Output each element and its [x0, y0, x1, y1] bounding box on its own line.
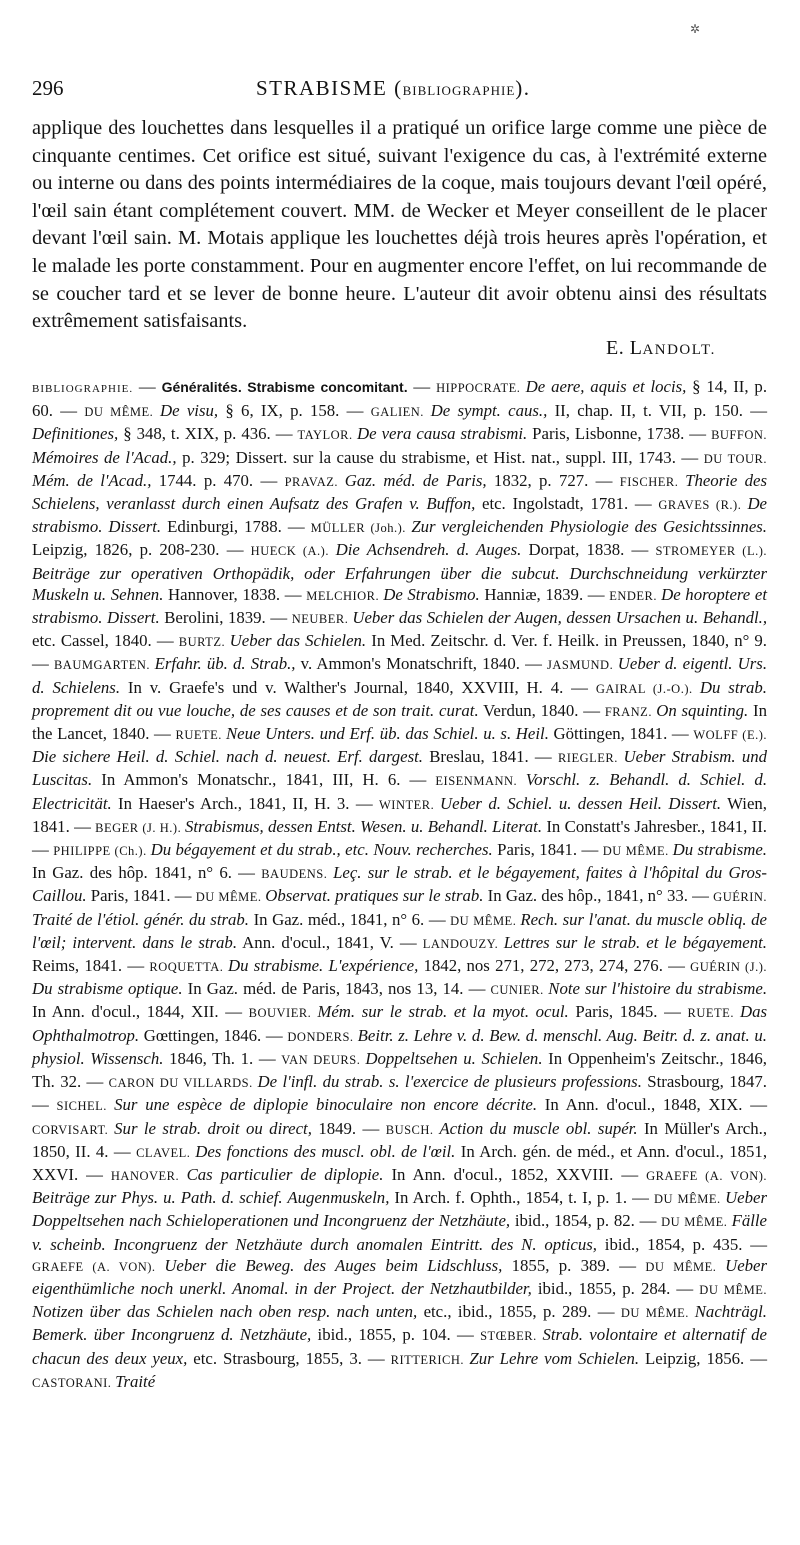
entry-separator: — — [281, 517, 311, 537]
entry-title: Leç. sur le strab. et le bégayement, faites à l'hôpital du Gros-Caillou. — [32, 863, 768, 906]
entry-title: De horoptere et strabismo. Dissert. — [32, 584, 768, 628]
bibliography-entry — [171, 886, 688, 905]
entry-author: BEGER (J. H.). — [95, 820, 185, 835]
running-head-small: BIBLIOGRAPHIE — [402, 83, 516, 98]
entry-separator: — — [463, 979, 491, 999]
entry-title: Ueber eigenthümliche noch unerkl. Anomal. in der Project. der Netzhautbilder, — [32, 1255, 768, 1298]
entry-separator: — — [634, 1211, 662, 1231]
entry-title: Des fonctions des muscl. obl. de l'œil. — [195, 1141, 456, 1161]
entry-details: Göttingen, 1841. — [548, 724, 668, 744]
entry-title: Traité — [115, 1371, 156, 1391]
entry-author: GUÉRIN (J.). — [690, 960, 768, 975]
entry-author: WOLFF (E.). — [693, 728, 768, 743]
bibliography-entry — [70, 817, 767, 836]
entry-title: Cas particulier de diplopie. — [186, 1164, 384, 1184]
entry-title: Ueber d. eigentl. Urs. d. Schielens. — [32, 654, 768, 697]
entry-title: Definitiones, — [32, 424, 119, 444]
entry-details: In Constatt's Jahresber., 1841, II. — [542, 816, 767, 836]
entry-title: Note sur l'histoire du strabisme. — [548, 979, 768, 999]
entry-details: v. Ammon's Monatschrift, 1840. — [295, 654, 520, 674]
entry-details: Leipzig, 1826, p. 208-230. — [32, 540, 220, 560]
entry-separator: — — [591, 1302, 621, 1322]
entry-author: MÜLLER (Joh.). — [310, 521, 412, 536]
entry-title: Du bégayement et du strab., etc. Nouv. recherches. — [150, 840, 493, 860]
entry-author: GRAEFE (A. VON). — [32, 1259, 165, 1274]
entry-title: De sympt. caus., — [430, 401, 548, 421]
entry-details: In Med. Zeitschr. d. Ver. f. Heilk. in Preussen, 1840, n° 9. — [366, 631, 767, 651]
entry-author: VAN DEURS. — [281, 1052, 366, 1067]
entry-details: Leipzig, 1856. — [639, 1348, 745, 1368]
bibliography-subheading: Généralités. Strabisme concomitant. — [161, 379, 408, 395]
entry-title: De vera causa strabismi. — [357, 424, 528, 444]
entry-details: Edinburgi, 1788. — [161, 517, 282, 537]
entry-author: GUÉRIN. — [713, 890, 768, 905]
entry-author: DONDERS. — [287, 1029, 358, 1044]
entry-separator: — — [81, 1072, 109, 1092]
entry-author: CUNIER. — [490, 983, 549, 998]
entry-details: 1846, Th. 1. — [163, 1048, 254, 1068]
entry-author: PHILIPPE (Ch.). — [53, 844, 151, 859]
entry-title: Ueber Doppeltsehen nach Schieloperationen und Incongruenz der Netzhäute, — [32, 1188, 767, 1231]
entry-separator: — — [400, 770, 436, 790]
entry-details: In Gaz. méd., 1841, n° 6. — [249, 909, 425, 929]
entry-title: Du strabisme optique. — [32, 979, 183, 999]
entry-title: Sur le strab. droit ou direct, — [114, 1118, 312, 1138]
entry-title: Beiträge zur operativen Orthopädik, oder Erfahrungen über die subcut. Durchschneidung verkürzter Muskeln u. Sehnen. — [32, 563, 767, 604]
entry-author: ROQUETTA. — [149, 960, 229, 975]
intro-paragraph: applique des louchettes dans lesquelles il a pratiqué un orifice large comme une pièce de cinquante centimes. Cet orifice est situé, suivant l'exigence du cas, à l'extrémité externe ou interne ou dans des points intermédiaires de la coque, mais toujours devant l'œil opéré, l'œil sain étant complétement couvert. MM. de Wecker et Meyer conseillent de le placer devant l'œil sain. M. Motais applique les louchettes déjà trois heures après l'opération, et le malade les porte constamment. Pour en augmenter encore l'effet, on lui recommande de se coucher tard et se lever de bonne heure. L'auteur dit avoir obtenu ainsi des résultats extrêmement satisfaisants. — [32, 117, 767, 333]
entry-details: Ann. d'ocul., 1841, V. — [237, 932, 394, 952]
entry-separator: — — [78, 1164, 111, 1184]
bibliography-entry — [32, 654, 520, 673]
entry-separator: — — [684, 424, 712, 444]
entry-details: etc., ibid., 1855, p. 289. — [417, 1302, 592, 1322]
entry-details: Gœttingen, 1846. — [139, 1025, 262, 1045]
signature-rest: ANDOLT. — [642, 342, 716, 358]
entry-title: Das Ophthalmotrop. — [32, 1002, 768, 1045]
entry-author: SICHEL. — [56, 1099, 115, 1114]
entry-author: STROMEYER (L.). — [655, 544, 768, 559]
bibliography-entry — [53, 401, 339, 420]
entry-title: Fälle v. scheinb. Incongruenz der Netzhäute durch anomalen Eintritt. des N. opticus, — [32, 1211, 768, 1254]
entry-author: MELCHIOR. — [306, 588, 384, 603]
entry-separator: — — [32, 840, 54, 860]
running-head — [256, 76, 531, 101]
entry-author: DU MÊME. — [645, 1259, 726, 1274]
entry-title: Traité de l'étiol. génér. du strab. — [32, 909, 250, 929]
entry-separator: — — [407, 377, 437, 396]
page-header — [32, 76, 767, 106]
entry-details: § 6, IX, p. 158. — [218, 401, 340, 421]
bibliography-entry — [219, 1002, 658, 1021]
bibliography-heading: BIBLIOGRAPHIE. — [32, 383, 134, 395]
entry-author: DU MÊME. — [699, 1282, 767, 1297]
entry-details: Breslau, 1841. — [422, 747, 529, 767]
entry-separator: — — [583, 584, 610, 604]
entry-author: NEUBER. — [291, 612, 353, 627]
entry-author: CARON DU VILLARDS. — [108, 1076, 258, 1091]
entry-details: In the Lancet, 1840. — [32, 700, 767, 744]
entry-separator: — — [657, 1002, 688, 1022]
entry-details: etc. Ingolstadt, 1781. — [475, 494, 629, 514]
entry-details: Verdun, 1840. — [478, 700, 579, 720]
entry-details: 1855, p. 389. — [502, 1255, 610, 1275]
entry-author: JASMUND. — [547, 658, 618, 673]
bibliography-entry — [339, 401, 743, 420]
entry-separator: — — [218, 1002, 249, 1022]
entry-details: In Gaz. des hôp., 1841, n° 33. — [483, 886, 688, 906]
entry-author: CORVISART. — [32, 1122, 115, 1137]
bibliography-entry — [78, 1165, 613, 1184]
entry-title: On squinting. — [656, 700, 749, 720]
entry-separator: — — [563, 677, 596, 697]
entry-author: RUETE. — [175, 728, 226, 743]
entry-title: Ueber Strabism. und Luscitas. — [32, 747, 768, 790]
entry-details: ibid., 1855, p. 284. — [531, 1278, 671, 1298]
entry-title: Observat. pratiques sur le strab. — [265, 886, 484, 906]
entry-separator: — — [675, 447, 704, 467]
entry-author: BUFFON. — [711, 428, 768, 443]
entry-separator: — — [219, 540, 251, 560]
entry-title: Die sichere Heil. d. Schiel. nach d. neuest. Erf. dargest. — [32, 747, 423, 767]
entry-title: Zur Lehre vom Schielen. — [469, 1348, 640, 1368]
entry-title: Strab. volontaire et alternatif de chacun des deux yeux, — [32, 1325, 767, 1368]
entry-details: Paris, Lisbonne, 1738. — [527, 424, 685, 444]
entry-author: HUECK (A.). — [250, 544, 336, 559]
entry-title: Ueber d. Schiel. u. dessen Heil. Dissert. — [440, 793, 722, 813]
entry-separator: — — [609, 1255, 646, 1275]
entry-author: HIPPOCRATE. — [436, 381, 526, 395]
entry-separator: — — [349, 793, 379, 813]
entry-details: ibid., 1855, p. 104. — [311, 1325, 451, 1345]
entry-details: ibid., 1854, p. 435. — [597, 1234, 743, 1254]
entry-title: Sur une espèce de diplopie binoculaire non encore décrite. — [114, 1095, 538, 1115]
entry-title: Du strabisme. — [672, 840, 767, 860]
entry-title: Du strabisme. L'expérience, — [228, 956, 419, 976]
entry-separator: — — [32, 654, 54, 674]
entry-separator: — — [744, 1348, 767, 1368]
entry-author: TAYLOR. — [297, 428, 358, 443]
bibliography-dash: — — [133, 377, 162, 396]
bibliography-entry — [32, 1095, 742, 1114]
entry-details: ibid., 1854, p. 82. — [510, 1211, 635, 1231]
entry-title: Die Achsendreh. d. Auges. — [335, 540, 522, 560]
entry-author: STŒBER. — [480, 1329, 543, 1344]
entry-title: Beitr. z. Lehre v. d. Bew. d. menschl. Aug. Beitr. d. z. anat. u. physiol. Wissensch. — [32, 1025, 767, 1068]
entry-title: Mém. de l'Acad., — [32, 470, 152, 490]
entry-author: DU MÊME. — [661, 1215, 732, 1230]
entry-author: BUSCH. — [385, 1122, 440, 1137]
entry-author: DU MÊME. — [450, 913, 521, 928]
entry-separator: — — [231, 863, 262, 883]
entry-details: In Arch. gén. de méd., et Ann. d'ocul., 1851, XXVI. — [32, 1141, 768, 1184]
entry-author: GRAEFE (A. VON). — [646, 1168, 768, 1183]
entry-author: CASTORANI. — [32, 1375, 116, 1390]
entry-title: Ueber die Beweg. des Auges beim Lidschluss, — [164, 1255, 503, 1275]
entry-author: RIEGLER. — [557, 751, 624, 766]
entry-separator: — — [627, 1188, 654, 1208]
entry-separator: — — [108, 1141, 137, 1161]
entry-details: In v. Graefe's und v. Walther's Journal, 1840, XXVIII, H. 4. — [120, 677, 564, 697]
entry-title: Notizen über das Schielen nach oben resp. nach unten, — [32, 1302, 418, 1322]
entry-separator: — — [667, 724, 694, 744]
bibliography-entry — [280, 585, 583, 604]
entry-author: ENDER. — [609, 588, 662, 603]
signature-initial: E. L — [606, 337, 643, 359]
entry-separator: — — [450, 1325, 481, 1345]
entry-details: In Gaz. des hôp. 1841, n° 6. — [32, 863, 232, 883]
entry-author: LANDOUZY. — [422, 936, 504, 951]
entry-separator: — — [578, 700, 605, 720]
entry-details: etc. Cassel, 1840. — [32, 631, 152, 651]
entry-author: PRAVAZ. — [284, 474, 345, 489]
entry-separator: — — [280, 584, 307, 604]
entry-separator: — — [122, 956, 150, 976]
entry-details: § 14, II, p. 60. — [32, 377, 768, 421]
bibliography-entry — [152, 631, 767, 650]
entry-title: Du strab. proprement dit ou vue louche, de ses causes et de son trait. curat. — [32, 677, 767, 720]
entry-title: De Strabismo. — [383, 584, 480, 604]
entry-details: II, chap. II, t. VII, p. 150. — [547, 401, 743, 421]
entry-title: Erfahr. üb. d. Strab., — [154, 654, 296, 674]
entry-title: De aere, aquis et locis, — [525, 377, 687, 396]
entry-details: 1744. p. 470. — [151, 470, 254, 490]
entry-title: Zur vergleichenden Physiologie des Gesichtssinnes. — [411, 517, 767, 537]
entry-details: In Oppenheim's Zeitschr., 1846, Th. 32. — [32, 1048, 768, 1092]
entry-details: Berolini, 1839. — [159, 608, 266, 628]
entry-title: Neue Unters. und Erf. üb. das Schiel. u. s. Heil. — [225, 724, 549, 744]
entry-details: Strasbourg, 1847. — [641, 1072, 767, 1092]
entry-separator: — — [32, 1095, 57, 1115]
entry-separator: — — [356, 1118, 386, 1138]
bibliography — [32, 376, 767, 1394]
entry-author: BAUMGARTEN. — [53, 658, 155, 673]
entry-separator: — — [170, 886, 196, 906]
entry-title: Beiträge zur Phys. u. Path. d. schief. Augenmuskeln, — [32, 1188, 390, 1208]
entry-details: Hannover, 1838. — [163, 584, 281, 604]
entry-title: De strabismo. Dissert. — [32, 494, 768, 537]
entry-title: Mémoires de l'Acad., — [32, 447, 177, 467]
entry-separator: — — [742, 1095, 767, 1115]
entry-details: In Gaz. méd. de Paris, 1843, nos 13, 14. — [182, 979, 464, 999]
entry-separator: — — [270, 424, 298, 444]
entry-separator: — — [670, 1278, 700, 1298]
entry-author: HANOVER. — [110, 1168, 187, 1183]
entry-details: Wien, 1841. — [32, 793, 767, 836]
entry-separator: — — [662, 956, 691, 976]
entry-details: Hanniæ, 1839. — [479, 584, 584, 604]
running-head-close: ). — [515, 76, 531, 100]
entry-title: Doppeltsehen u. Schielen. — [365, 1048, 543, 1068]
entry-separator: — — [253, 470, 285, 490]
entry-separator: — — [253, 1048, 282, 1068]
entry-separator: — — [393, 932, 423, 952]
entry-author: RUETE. — [687, 1006, 740, 1021]
entry-details: In Haeser's Arch., 1841, II, H. 3. — [111, 793, 350, 813]
entry-author: DU MÊME. — [602, 844, 673, 859]
entry-author: DU TOUR. — [703, 451, 767, 466]
entry-separator: — — [151, 631, 179, 651]
bibliography-entry — [271, 424, 685, 443]
entry-separator: — — [265, 608, 292, 628]
entry-title: Lettres sur le strab. et le bégayement. — [503, 932, 767, 952]
entry-details: In Ammon's Monatschr., 1841, III, H. 6. — [92, 770, 401, 790]
entry-author: EISENMANN. — [435, 774, 526, 789]
entry-author: RITTERICH. — [390, 1352, 470, 1367]
entry-author: GRAVES (R.). — [658, 498, 748, 513]
entry-separator: — — [261, 1025, 288, 1045]
entry-separator: — — [339, 401, 371, 421]
entry-separator: — — [149, 724, 176, 744]
entry-details: In Ann. d'ocul., 1848, XIX. — [537, 1095, 743, 1115]
entry-author: FRANZ. — [604, 704, 657, 719]
entry-separator: — — [624, 540, 656, 560]
entry-title: Theorie des Schielens, veranlasst durch einen Aufsatz des Grafen v. Buffon, — [32, 470, 768, 514]
entry-details: In Ann. d'ocul., 1844, XII. — [32, 1002, 219, 1022]
entry-separator: — — [69, 816, 96, 836]
entry-details: 1849. — [311, 1118, 357, 1138]
entry-details: Paris, 1841. — [492, 840, 578, 860]
entry-title: Ueber das Schielen. — [229, 631, 367, 651]
entry-author: GAIRAL (J.-O.). — [595, 681, 700, 696]
bibliography-entry — [81, 1072, 767, 1091]
entry-separator: — — [613, 1164, 647, 1184]
entry-author: BAUDENS. — [261, 867, 334, 882]
entry-details: Paris, 1845. — [568, 1002, 658, 1022]
entry-title: Nachträgl. Bemerk. über Incongruenz d. Netzhäute, — [32, 1302, 767, 1345]
entry-author: DU MÊME. — [84, 405, 160, 420]
entry-title: Mém. sur le strab. et la myot. ocul. — [317, 1002, 569, 1022]
bibliography-entry — [32, 840, 577, 859]
entry-separator: — — [687, 886, 714, 906]
ornament-icon: ✲ — [690, 22, 701, 36]
entry-separator: — — [52, 401, 85, 421]
entry-separator: — — [424, 909, 451, 929]
entry-separator: — — [361, 1348, 391, 1368]
bibliography-entry — [362, 1349, 744, 1368]
entry-details: Reims, 1841. — [32, 956, 123, 976]
entry-author: DU MÊME. — [653, 1192, 726, 1207]
bibliography-entry — [149, 724, 667, 743]
running-head-main: STRABISME ( — [256, 76, 403, 100]
entry-author: FISCHER. — [619, 474, 686, 489]
entry-title: De visu, — [159, 401, 219, 421]
bibliography-entry — [122, 956, 663, 975]
entry-title: Vorschl. z. Behandl. d. Schiel. d. Electricität. — [32, 770, 768, 813]
entry-author: CLAVEL. — [136, 1145, 196, 1160]
page-number: 296 — [32, 76, 64, 100]
entry-details: p. 329; Dissert. sur la cause du strabisme, et Hist. nat., suppl. III, 1743. — [176, 447, 676, 467]
entry-author: BURTZ. — [178, 635, 230, 650]
bibliography-entry — [220, 540, 625, 559]
entry-separator: — — [519, 654, 548, 674]
entry-details: In Müller's Arch., 1850, II. 4. — [32, 1118, 768, 1161]
entry-details: In Arch. f. Ophth., 1854, t. I, p. 1. — [389, 1188, 628, 1208]
entry-title: Action du muscle obl. supér. — [439, 1118, 638, 1138]
entry-title: Ueber das Schielen der Augen, dessen Ursachen u. Behandl., — [352, 608, 768, 628]
entry-details: 1842, nos 271, 272, 273, 274, 276. — [418, 956, 663, 976]
entry-details: Paris, 1841. — [86, 886, 171, 906]
entry-author: DU MÊME. — [195, 890, 266, 905]
entry-details: 1832, p. 727. — [486, 470, 589, 490]
entry-details: etc. Strasbourg, 1855, 3. — [187, 1348, 362, 1368]
entry-author: BOUVIER. — [248, 1006, 318, 1021]
entry-separator: — — [742, 401, 768, 421]
entry-details: In Ann. d'ocul., 1852, XXVIII. — [383, 1164, 614, 1184]
entry-author: DU MÊME. — [620, 1306, 695, 1321]
entry-separator: — — [528, 747, 558, 767]
entry-separator: — — [742, 1234, 767, 1254]
entry-author: GALIEN. — [370, 405, 431, 420]
entry-title: Gaz. méd. de Paris, — [344, 470, 487, 490]
bibliography-entry — [253, 471, 588, 490]
entry-author: WINTER. — [378, 797, 441, 812]
entry-details: Dorpat, 1838. — [521, 540, 625, 560]
entry-separator: — — [577, 840, 603, 860]
author-signature — [606, 337, 716, 360]
entry-title: De l'infl. du strab. s. l'exercice de plusieurs professions. — [257, 1072, 642, 1092]
entry-title: Strabismus, dessen Entst. Wesen. u. Behandl. Literat. — [184, 816, 543, 836]
entry-details: § 348, t. XIX, p. 436. — [118, 424, 271, 444]
entry-separator: — — [588, 470, 620, 490]
entry-title: Rech. sur l'anat. du muscle obliq. de l'œil; intervent. dans le strab. — [32, 909, 768, 952]
entry-separator: — — [628, 494, 659, 514]
